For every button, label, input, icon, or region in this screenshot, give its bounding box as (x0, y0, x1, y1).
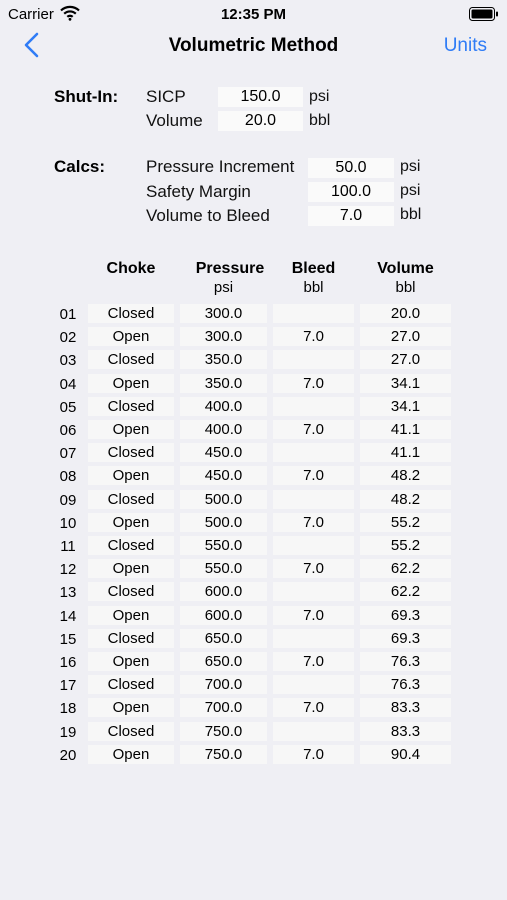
pressure-cell: 350.0 (180, 350, 267, 369)
page-title: Volumetric Method (168, 35, 339, 56)
row-number: 01 (59, 306, 77, 323)
bleed-cell (273, 536, 354, 555)
table-row (0, 675, 507, 697)
volume-cell: 48.2 (360, 466, 451, 485)
volume-cell: 69.3 (360, 629, 451, 648)
row-number: 11 (60, 538, 76, 555)
row-number: 09 (59, 491, 77, 509)
status-time: 12:35 PM (220, 6, 287, 23)
table-row (0, 536, 507, 558)
pressure-cell: 600.0 (180, 582, 267, 601)
volume-cell: 48.2 (360, 490, 451, 509)
row-number: 06 (59, 422, 77, 439)
pressure-cell: 650.0 (180, 629, 267, 648)
volume-cell: 69.3 (360, 606, 451, 625)
choke-cell: Open (88, 513, 174, 532)
pressure-cell: 550.0 (180, 536, 267, 555)
bleed-cell: 7.0 (273, 698, 354, 717)
row-number: 14 (59, 607, 77, 625)
bleed-cell (273, 675, 354, 694)
row-number: 17 (59, 677, 77, 695)
choke-cell: Open (88, 698, 174, 717)
choke-cell: Open (88, 745, 174, 764)
bleed-cell: 7.0 (273, 327, 354, 346)
row-number: 18 (59, 700, 77, 718)
volume-cell: 20.0 (360, 304, 451, 323)
choke-cell: Closed (88, 629, 174, 648)
pressure-cell: 300.0 (180, 304, 267, 323)
bleed-cell: 7.0 (273, 420, 354, 439)
bleed-cell: 7.0 (273, 745, 354, 764)
choke-cell: Closed (88, 350, 174, 369)
pressure-cell: 500.0 (180, 513, 267, 532)
choke-cell: Closed (88, 304, 174, 323)
table-row (0, 327, 507, 349)
table-row (0, 466, 507, 488)
table-row (0, 513, 507, 535)
row-number: 19 (59, 723, 77, 741)
bleed-cell (273, 629, 354, 648)
table-row (0, 629, 507, 651)
choke-cell: Open (88, 606, 174, 625)
pressure-cell: 750.0 (180, 722, 267, 741)
table-row (0, 374, 507, 396)
shutin-section-label: Shut-In: (54, 87, 119, 106)
volume-cell: 55.2 (360, 513, 451, 532)
pressure-cell: 750.0 (180, 745, 267, 764)
choke-cell: Closed (88, 397, 174, 416)
volume-cell: 34.1 (360, 397, 451, 416)
bleed-cell: 7.0 (273, 466, 354, 485)
table-row (0, 490, 507, 512)
volume-to-bleed-value: 7.0 (308, 206, 394, 226)
units-button[interactable]: Units (443, 35, 487, 56)
row-number: 08 (59, 468, 77, 486)
volume-cell: 83.3 (360, 722, 451, 741)
pressure-cell: 550.0 (180, 559, 267, 578)
sicp-unit: psi (309, 88, 330, 105)
sicp-label: SICP (146, 87, 186, 106)
bleed-cell (273, 582, 354, 601)
volume-cell: 62.2 (360, 582, 451, 601)
volume-cell: 41.1 (360, 420, 451, 439)
volume-to-bleed-label: Volume to Bleed (146, 206, 270, 225)
row-number: 12 (59, 561, 77, 579)
pressure-cell: 600.0 (180, 606, 267, 625)
volume-column-header: Volume (377, 260, 434, 277)
choke-cell: Open (88, 559, 174, 578)
calcs-section-label: Calcs: (54, 157, 106, 176)
choke-cell: Closed (88, 675, 174, 694)
volume-to-bleed-unit: bbl (400, 206, 422, 223)
bleed-cell (273, 490, 354, 509)
table-row (0, 745, 507, 767)
navigation-bar (0, 28, 507, 64)
choke-cell: Closed (88, 536, 174, 555)
row-number: 02 (59, 329, 77, 347)
status-bar (0, 0, 507, 28)
bleed-cell: 7.0 (273, 374, 354, 393)
bleed-cell (273, 443, 354, 462)
volume-unit: bbl (309, 112, 331, 129)
table-row (0, 420, 507, 442)
volume-cell: 27.0 (360, 327, 451, 346)
volume-cell: 41.1 (360, 443, 451, 462)
row-number: 10 (59, 514, 77, 532)
volume-cell: 83.3 (360, 698, 451, 717)
volume-label: Volume (146, 111, 203, 130)
choke-cell: Closed (88, 722, 174, 741)
choke-cell: Closed (88, 443, 174, 462)
pressure-cell: 650.0 (180, 652, 267, 671)
volume-cell: 76.3 (360, 652, 451, 671)
pressure-cell: 400.0 (180, 420, 267, 439)
volume-input[interactable] (218, 111, 303, 131)
safety-margin-value: 100.0 (308, 182, 394, 202)
bleed-cell (273, 304, 354, 323)
pressure-cell: 450.0 (180, 466, 267, 485)
pressure-cell: 450.0 (180, 443, 267, 462)
row-number: 20 (59, 746, 77, 764)
carrier-label: Carrier (8, 6, 54, 23)
volume-cell: 27.0 (360, 350, 451, 369)
bleed-column-unit: bbl (303, 279, 324, 296)
table-row (0, 698, 507, 720)
pressure-cell: 350.0 (180, 374, 267, 393)
volume-column-unit: bbl (395, 279, 416, 296)
table-row (0, 559, 507, 581)
bleed-cell (273, 397, 354, 416)
volume-cell: 90.4 (360, 745, 451, 764)
bleed-cell: 7.0 (273, 513, 354, 532)
row-number: 03 (59, 352, 77, 370)
row-number: 16 (59, 654, 77, 671)
table-row (0, 652, 507, 674)
table-row (0, 443, 507, 465)
choke-cell: Closed (88, 582, 174, 601)
bleed-cell: 7.0 (273, 652, 354, 671)
bleed-cell (273, 722, 354, 741)
row-number: 13 (59, 584, 77, 602)
table-row (0, 606, 507, 628)
battery-icon (469, 7, 499, 21)
bleed-cell: 7.0 (273, 606, 354, 625)
pressure-cell: 700.0 (180, 698, 267, 717)
row-number: 05 (59, 398, 77, 416)
pressure-increment-label: Pressure Increment (146, 157, 295, 176)
bleed-cell: 7.0 (273, 559, 354, 578)
volume-cell: 55.2 (360, 536, 451, 555)
pressure-column-header: Pressure (195, 260, 265, 277)
choke-cell: Open (88, 327, 174, 346)
pressure-column-unit: psi (213, 279, 234, 296)
safety-margin-label: Safety Margin (146, 182, 251, 201)
volume-cell: 34.1 (360, 374, 451, 393)
row-number: 15 (59, 630, 77, 648)
table-row (0, 397, 507, 419)
volume-cell: 76.3 (360, 675, 451, 694)
choke-cell: Open (88, 374, 174, 393)
pressure-increment-value: 50.0 (308, 158, 394, 178)
choke-cell: Open (88, 466, 174, 485)
safety-margin-unit: psi (400, 182, 421, 199)
table-row (0, 304, 507, 326)
pressure-cell: 400.0 (180, 397, 267, 416)
row-number: 04 (59, 375, 77, 393)
choke-column-header: Choke (106, 260, 156, 277)
table-row (0, 350, 507, 372)
choke-cell: Open (88, 420, 174, 439)
row-number: 07 (59, 445, 77, 463)
table-row (0, 722, 507, 744)
pressure-cell: 500.0 (180, 490, 267, 509)
volume-cell: 62.2 (360, 559, 451, 578)
choke-cell: Closed (88, 490, 174, 509)
bleed-column-header: Bleed (291, 260, 336, 277)
choke-cell: Open (88, 652, 174, 671)
pressure-cell: 300.0 (180, 327, 267, 346)
sicp-input[interactable] (218, 87, 303, 107)
bleed-cell (273, 350, 354, 369)
pressure-cell: 700.0 (180, 675, 267, 694)
table-row (0, 582, 507, 604)
pressure-increment-unit: psi (400, 158, 421, 175)
